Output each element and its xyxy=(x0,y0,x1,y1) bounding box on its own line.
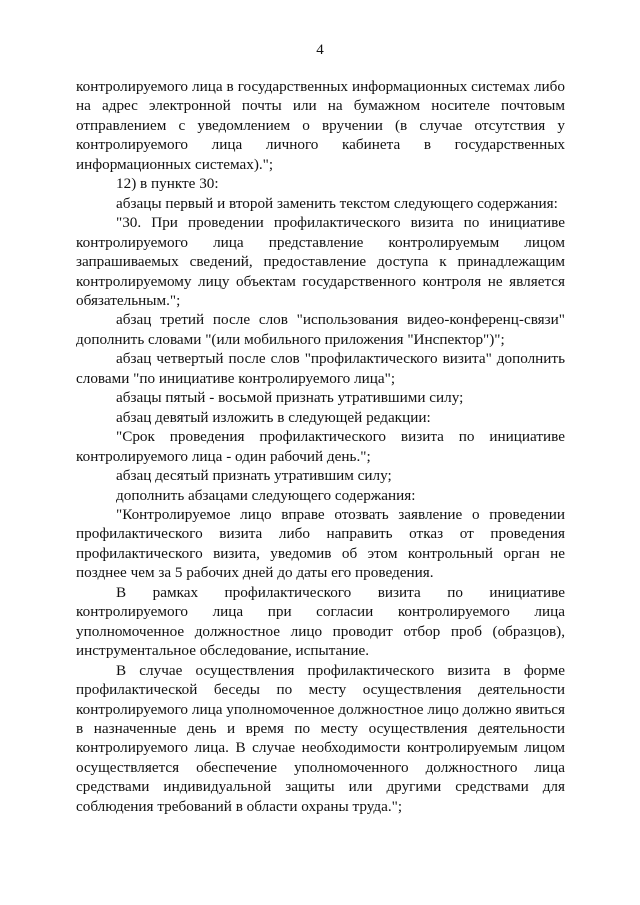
paragraph-fourth-amendment: абзац четвертый после слов "профилактического визита" дополнить словами "по инициативе контролируемого лица"; xyxy=(76,350,565,387)
paragraph-sampling: В рамках профилактического визита по инициативе контролируемого лица при согласии контролируемого лица уполномоченное должностное лицо проводит отбор проб (образцов), инструментальное обследование, испытание. xyxy=(76,583,565,660)
paragraph-fifth-eighth-repeal: абзацы пятый - восьмой признать утратившими силу; xyxy=(116,389,464,407)
paragraph-preventive-conversation: В случае осуществления профилактического визита в форме профилактической беседы по месту осуществления деятельности контролируемого лица уполномоченное должностное лицо должно явиться в назначенные день и время по месту осуществления деятельности контролируемого лица. В случае необходимости контролируемым лицом осуществляется обеспечение уполномоченного должностного лица средствами индивидуальной защиты или другими средствами для соблюдения требований в области охраны труда."; xyxy=(76,661,565,815)
paragraph-replace-first-second: абзацы первый и второй заменить текстом следующего содержания: xyxy=(116,194,558,212)
paragraph-ninth-restate: абзац девятый изложить в следующей редакции: xyxy=(116,408,431,426)
paragraph-clause-30: "30. При проведении профилактического визита по инициативе контролируемого лица представление контролируемым лицом запрашиваемых сведений, предоставление доступа к принадлежащим контролируемому лицу объектам государственного контроля не является обязательным."; xyxy=(76,214,565,309)
paragraph-tenth-repeal: абзац десятый признать утратившим силу; xyxy=(116,467,392,485)
paragraph-continuation: контролируемого лица в государственных информационных системах либо на адрес электронной почты или на бумажном носителе почтовым отправлением с уведомлением о вручении (в случае отсутствия у контролируемого лица личного кабинета в государственных информационных системах)."; xyxy=(76,78,565,173)
paragraph-visit-term: "Срок проведения профилактического визита по инициативе контролируемого лица - один рабочий день."; xyxy=(76,428,565,465)
paragraph-withdraw-application: "Контролируемое лицо вправе отозвать заявление о проведении профилактического визита либо направить отказ от проведения профилактического визита, уведомив об этом контрольный орган не позднее чем за 5 рабочих дней до даты его проведения. xyxy=(76,505,565,582)
document-body xyxy=(76,77,565,816)
paragraph-item-12: 12) в пункте 30: xyxy=(116,175,219,193)
paragraph-supplement: дополнить абзацами следующего содержания: xyxy=(116,486,416,504)
page-number: 4 xyxy=(316,42,324,58)
paragraph-third-amendment: абзац третий после слов "использования видео-конференц-связи" дополнить словами "(или мобильного приложения "Инспектор")"; xyxy=(76,311,565,348)
